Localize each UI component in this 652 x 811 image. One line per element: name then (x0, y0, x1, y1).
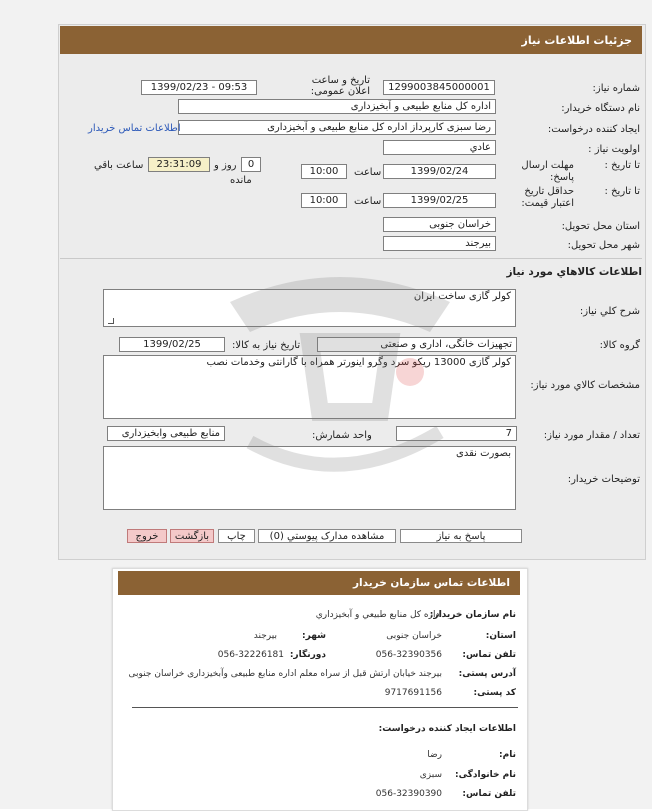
days-field: 0 (241, 157, 261, 172)
contact-address-value: بیرجند خیابان ارتش قبل از سراه معلم اداره منابع طبیعی وآبخیزداری خراسان جنوبی (128, 669, 442, 679)
deadline-date-field: 1399/02/24 (383, 164, 496, 179)
contact-fax-value: 056-32226181 (217, 650, 284, 660)
creator-name-label: نام: (499, 750, 516, 760)
contact-city-value: بیرجند (253, 631, 277, 641)
respond-button[interactable]: پاسخ به نياز (400, 529, 522, 543)
specs-field: کولر گازی 13000 ریکو سرد وگرو اینورتر همراه با گارانتی وخدمات نصب (103, 355, 516, 419)
validity-time-field: 10:00 (301, 193, 347, 208)
back-button[interactable]: بازگشت (170, 529, 214, 543)
deadline-hour-label: ساعت (354, 167, 382, 178)
deadline-time-field: 10:00 (301, 164, 347, 179)
buyer-org-label: نام دستگاه خریدار: (561, 103, 640, 114)
specs-label: مشخصات کالاي مورد نياز: (530, 380, 640, 391)
contact-province-label: استان: (485, 631, 516, 641)
city-label: شهر محل تحویل: (567, 240, 640, 251)
contact-divider (132, 707, 518, 708)
attachments-button[interactable]: مشاهده مدارک پيوستي (0) (258, 529, 396, 543)
validity-label: حداقل تاریخ اعتبار قیمت: (521, 186, 574, 209)
validity-hour-label: ساعت (354, 196, 382, 207)
province-field: خراسان جنوبی (383, 217, 496, 232)
need-number-field: 1299003845000001 (383, 80, 495, 95)
announce-label: تاریخ و ساعت اعلان عمومی: (310, 75, 370, 97)
section-divider (60, 258, 642, 259)
creator-family-label: نام خانوادگی: (454, 770, 516, 780)
contact-phone-value: 056-32390356 (375, 650, 442, 660)
creator-name-value: رضا (427, 750, 442, 760)
unit-field: منابع طبیعی وابخیزداری (107, 426, 225, 441)
creator-label: ایجاد کننده درخواست: (547, 124, 640, 135)
goods-section-title: اطلاعات کالاهاي مورد نياز (506, 266, 642, 278)
buyer-notes-label: توضیحات خریدار: (567, 474, 640, 485)
contact-province-value: خراسان جنوبی (386, 631, 442, 641)
contact-fax-label: دورنگار: (289, 650, 326, 660)
creator-phone-label: تلفن تماس: (462, 789, 516, 799)
goods-group-label: گروه کالا: (599, 340, 640, 351)
city-field: بیرجند (383, 236, 496, 251)
resize-handle-icon (108, 318, 114, 324)
buyer-notes-field: بصورت نقدی (103, 446, 516, 510)
contact-phone-label: تلفن تماس: (462, 650, 516, 660)
print-button[interactable]: چاپ (218, 529, 255, 543)
creator-family-value: سبزی (419, 770, 442, 780)
creator-phone-value: 056-32390390 (375, 789, 442, 799)
page-title: جزئیات اطلاعات نیاز (521, 33, 632, 47)
remaining-label: ساعت باقي (94, 160, 144, 171)
contact-org-value: اداره كل منابع طبيعي و آبخيزداري (315, 610, 442, 620)
contact-postal-value: 9717691156 (384, 688, 442, 698)
province-label: استان محل تحویل: (561, 221, 640, 232)
days-label: روز و (214, 160, 237, 171)
goods-group-field: تجهیزات خانگی، اداری و صنعتی (317, 337, 517, 352)
creator-field: رضا سبزی کارپرداز اداره کل منابع طبیعی و آبخیزداری (178, 120, 496, 135)
contact-title: اطلاعات تماس سازمان خریدار (353, 577, 510, 589)
need-date-label: تاریخ نیاز به کالا: (232, 340, 301, 351)
need-number-label: شماره نیاز: (592, 83, 640, 94)
contact-address-label: آدرس پستی: (458, 669, 516, 679)
countdown-timer: 23:31:09 (148, 157, 210, 172)
contact-postal-label: کد پستی: (473, 688, 516, 698)
panel-header (60, 26, 642, 54)
contact-org-label: نام سازمان خریدار: (429, 610, 516, 620)
qty-label: تعداد / مقدار مورد نياز: (543, 430, 640, 441)
deadline-label: مهلت ارسال پاسخ: (521, 160, 574, 183)
deadline-to-date-label: تا تاریخ : (604, 160, 640, 171)
general-desc-field: کولر گازی ساخت ایران (103, 289, 516, 327)
validity-to-date-label: تا تاریخ : (604, 186, 640, 197)
validity-date-field: 1399/02/25 (383, 193, 496, 208)
buyer-org-field: اداره کل منابع طبیعی و آبخیزداری (178, 99, 496, 114)
general-desc-label: شرح کلي نیاز: (579, 306, 640, 317)
unit-label: واحد شمارش: (312, 430, 372, 441)
priority-field: عادي (383, 140, 496, 155)
announce-field: 1399/02/23 - 09:53 (141, 80, 257, 95)
contact-card-header (118, 571, 520, 595)
priority-label: اولویت نیاز : (588, 144, 640, 155)
buyer-contact-link[interactable]: اطلاعات تماس خریدار (88, 123, 181, 134)
creator-info-title: اطلاعات ایجاد کننده درخواست: (378, 724, 516, 734)
need-date-field: 1399/02/25 (119, 337, 225, 352)
exit-button[interactable]: خروج (127, 529, 167, 543)
remaining-label-part2: مانده (230, 175, 252, 186)
contact-city-label: شهر: (302, 631, 326, 641)
qty-field: 7 (396, 426, 517, 441)
